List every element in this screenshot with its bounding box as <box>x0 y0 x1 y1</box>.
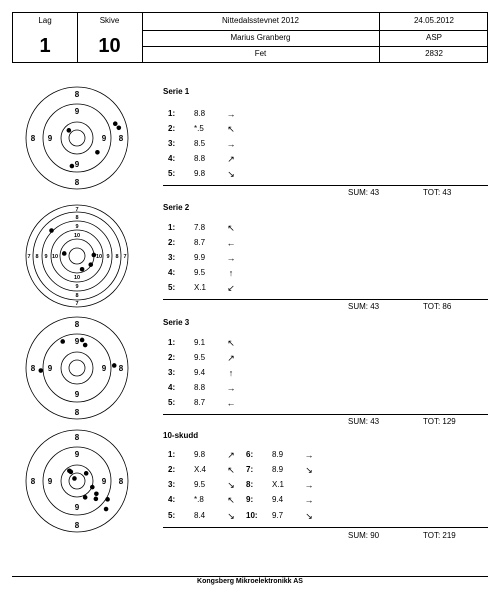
divider <box>163 185 488 186</box>
shot-number: 1: <box>168 109 176 118</box>
direction-arrow-icon: ↖ <box>227 124 235 134</box>
direction-arrow-icon: ↖ <box>227 465 235 475</box>
ring-label: 9 <box>75 224 79 230</box>
ring-label: 10 <box>73 233 81 239</box>
ring-label: 9 <box>74 390 80 399</box>
ring-label: 8 <box>35 254 39 260</box>
shot-number: 1: <box>168 223 176 232</box>
shot-hole <box>95 150 100 155</box>
shot-number: 2: <box>168 353 176 362</box>
direction-arrow-icon: ↘ <box>305 465 313 475</box>
shot-value: 8.4 <box>194 511 206 520</box>
direction-arrow-icon: ↖ <box>227 495 235 505</box>
shot-value: 8.8 <box>194 109 206 118</box>
shot-number: 1: <box>168 338 176 347</box>
shot-number: 3: <box>168 253 176 262</box>
direction-arrow-icon: → <box>304 480 314 490</box>
shot-hole <box>72 476 77 481</box>
shot-number: 4: <box>168 495 176 504</box>
shot-hole <box>113 121 118 126</box>
shot-value: 9.1 <box>194 338 206 347</box>
target-bull <box>69 248 85 264</box>
shot-hole <box>112 363 117 368</box>
ring-label: 8 <box>118 477 124 486</box>
target-series-2 <box>25 204 129 308</box>
direction-arrow-icon: → <box>304 450 314 460</box>
ring-label: 8 <box>74 90 80 99</box>
shot-value: 8.9 <box>272 465 284 474</box>
ring-label: 9 <box>101 477 107 486</box>
ring-label: 10 <box>95 254 103 260</box>
shot-number: 2: <box>168 124 176 133</box>
ring-label: 9 <box>75 284 79 290</box>
direction-arrow-icon: ↘ <box>227 480 235 490</box>
series-title: 10-skudd <box>163 431 199 440</box>
target-ring <box>60 239 94 273</box>
shot-number: 4: <box>168 268 176 277</box>
direction-arrow-icon: → <box>226 139 236 149</box>
ring-label: 9 <box>44 254 48 260</box>
direction-arrow-icon: ↘ <box>305 511 313 521</box>
shot-number: 2: <box>168 465 176 474</box>
ring-label: 9 <box>47 477 53 486</box>
skive-value: 10 <box>98 35 121 57</box>
ring-label: 8 <box>74 521 80 530</box>
ring-label: 8 <box>74 408 80 417</box>
shot-hole <box>90 485 95 490</box>
shot-hole <box>60 339 65 344</box>
target-bull <box>69 130 85 146</box>
skive-label: Skive <box>99 16 120 25</box>
target-ring <box>61 352 93 384</box>
ring-label: 8 <box>74 433 80 442</box>
ring-label: 7 <box>75 301 79 307</box>
shot-hole <box>70 164 75 169</box>
shot-value: *.5 <box>194 124 204 133</box>
shot-hole <box>105 497 110 502</box>
divider <box>163 527 488 528</box>
target-ring <box>26 430 128 532</box>
event-name: Nittedalsstevnet 2012 <box>222 16 299 25</box>
shot-value: *.8 <box>194 495 204 504</box>
shot-number: 5: <box>168 283 176 292</box>
ring-label: 7 <box>27 254 31 260</box>
shot-number: 4: <box>168 383 176 392</box>
ring-label: 8 <box>75 215 79 221</box>
shot-number: 5: <box>168 511 176 520</box>
direction-arrow-icon: → <box>226 383 236 393</box>
shot-hole <box>80 267 85 272</box>
ring-label: 8 <box>74 178 80 187</box>
running-total: TOT: 86 <box>423 302 452 311</box>
shooter-club: Fet <box>254 49 267 58</box>
divider <box>163 414 488 415</box>
shot-value: 9.5 <box>194 353 206 362</box>
direction-arrow-icon: ↗ <box>227 353 235 363</box>
series-sum: SUM: 90 <box>348 531 380 540</box>
shot-hole <box>80 338 85 343</box>
event-date: 24.05.2012 <box>413 16 455 25</box>
shot-number: 4: <box>168 154 176 163</box>
divider <box>12 576 488 577</box>
shot-value: 8.8 <box>194 383 206 392</box>
shot-hole <box>62 251 67 256</box>
series-title: Serie 1 <box>163 87 190 96</box>
shot-hole <box>94 497 99 502</box>
ring-label: 7 <box>123 254 127 260</box>
shot-hole <box>67 469 72 474</box>
target-bull <box>69 360 85 376</box>
direction-arrow-icon: → <box>226 253 236 263</box>
series-title: Serie 2 <box>163 203 190 212</box>
shot-value: 8.8 <box>194 154 206 163</box>
header-box <box>12 12 488 63</box>
shot-hole <box>94 491 99 496</box>
direction-arrow-icon: → <box>304 495 314 505</box>
shot-value: 9.9 <box>194 253 206 262</box>
shot-hole <box>67 128 72 133</box>
shot-number: 2: <box>168 238 176 247</box>
ring-label: 10 <box>51 254 59 260</box>
series-sum: SUM: 43 <box>348 188 380 197</box>
shot-number: 10: <box>246 511 258 520</box>
direction-arrow-icon: ↑ <box>228 268 234 278</box>
shot-value: 9.4 <box>194 368 206 377</box>
shot-number: 3: <box>168 139 176 148</box>
ring-label: 9 <box>74 450 80 459</box>
ring-label: 10 <box>73 275 81 281</box>
direction-arrow-icon: ↖ <box>227 223 235 233</box>
shot-hole <box>49 228 54 233</box>
series-sum: SUM: 43 <box>348 302 380 311</box>
target-ring <box>26 317 128 419</box>
ring-label: 9 <box>106 254 110 260</box>
direction-arrow-icon: ↑ <box>228 368 234 378</box>
shot-value: 9.5 <box>194 268 206 277</box>
shot-value: X.1 <box>194 283 207 292</box>
running-total: TOT: 219 <box>423 531 456 540</box>
target-ring <box>61 122 93 154</box>
shot-number: 7: <box>246 465 254 474</box>
ring-label: 9 <box>47 364 53 373</box>
ring-label: 9 <box>74 160 80 169</box>
shot-hole <box>83 343 88 348</box>
direction-arrow-icon: ↘ <box>227 169 235 179</box>
series-title: Serie 3 <box>163 318 190 327</box>
shot-value: 9.5 <box>194 480 206 489</box>
footer-company: Kongsberg Mikroelektronikk AS <box>197 578 303 585</box>
direction-arrow-icon: ← <box>226 398 236 408</box>
shooter-name: Marius Granberg <box>230 33 291 42</box>
target-ring <box>61 465 93 497</box>
shot-number: 3: <box>168 480 176 489</box>
ring-label: 8 <box>118 364 124 373</box>
direction-arrow-icon: ↗ <box>227 154 235 164</box>
ring-label: 8 <box>30 477 36 486</box>
shot-number: 9: <box>246 495 254 504</box>
ring-label: 8 <box>74 320 80 329</box>
shot-value: X.4 <box>194 465 207 474</box>
target-series-3 <box>25 316 129 420</box>
target-bull <box>69 473 85 489</box>
shot-hole <box>83 495 88 500</box>
shot-value: 7.8 <box>194 223 206 232</box>
target-10-skudd <box>25 429 129 533</box>
ring-label: 9 <box>101 364 107 373</box>
divider <box>163 299 488 300</box>
ring-label: 8 <box>30 364 36 373</box>
ring-label: 7 <box>75 207 79 213</box>
ring-label: 9 <box>74 107 80 116</box>
direction-arrow-icon: ↘ <box>227 511 235 521</box>
shot-value: 9.8 <box>194 450 206 459</box>
ring-label: 9 <box>74 503 80 512</box>
shot-hole <box>92 253 97 258</box>
shot-value: 8.7 <box>194 398 206 407</box>
ring-label: 9 <box>47 134 53 143</box>
shooter-class: ASP <box>425 33 442 42</box>
shot-hole <box>117 126 122 131</box>
ring-label: 9 <box>74 337 80 346</box>
shot-number: 5: <box>168 398 176 407</box>
ring-label: 9 <box>101 134 107 143</box>
target-series-1 <box>25 86 129 190</box>
shot-hole <box>104 507 109 512</box>
shot-value: 8.5 <box>194 139 206 148</box>
series-sum: SUM: 43 <box>348 417 380 426</box>
lag-value: 1 <box>39 35 51 57</box>
shot-number: 1: <box>168 450 176 459</box>
shot-hole <box>84 471 89 476</box>
target-ring <box>26 87 128 189</box>
running-total: TOT: 129 <box>423 417 456 426</box>
shot-value: X.1 <box>272 480 285 489</box>
direction-arrow-icon: ↙ <box>227 283 235 293</box>
shot-number: 5: <box>168 169 176 178</box>
ring-label: 8 <box>75 293 79 299</box>
shot-hole <box>38 368 43 373</box>
shot-value: 9.4 <box>272 495 284 504</box>
shot-value: 8.7 <box>194 238 206 247</box>
shot-value: 9.7 <box>272 511 284 520</box>
shot-number: 8: <box>246 480 254 489</box>
direction-arrow-icon: ← <box>226 238 236 248</box>
direction-arrow-icon: ↗ <box>227 450 235 460</box>
running-total: TOT: 43 <box>423 188 452 197</box>
shot-hole <box>88 262 93 267</box>
lag-label: Lag <box>38 16 52 25</box>
shot-value: 9.8 <box>194 169 206 178</box>
shot-value: 8.9 <box>272 450 284 459</box>
ring-label: 8 <box>118 134 124 143</box>
direction-arrow-icon: ↖ <box>227 338 235 348</box>
ring-label: 8 <box>30 134 36 143</box>
shot-number: 3: <box>168 368 176 377</box>
shooter-number: 2832 <box>425 49 443 58</box>
direction-arrow-icon: → <box>226 109 236 119</box>
shot-number: 6: <box>246 450 254 459</box>
ring-label: 8 <box>115 254 119 260</box>
